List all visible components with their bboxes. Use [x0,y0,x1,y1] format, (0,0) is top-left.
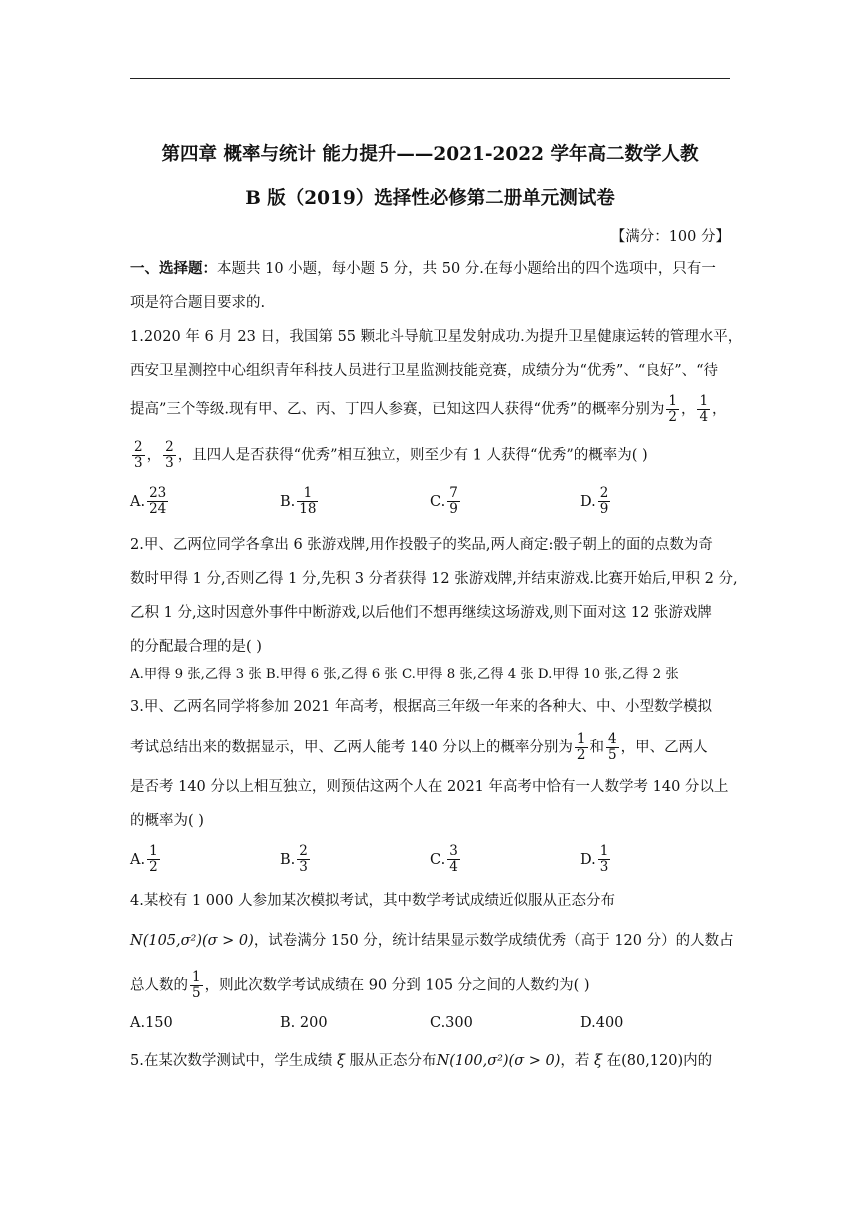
q3-prob-b: $\frac{4}{5}$ [608,731,617,763]
q4-fraction: $\frac{1}{5}$ [192,969,201,1001]
q3-line2: 考试总结出来的数据显示，甲、乙两人能考 140 分以上的概率分别为 $\frac{1}{2}$ 和 $\frac{4}{5}$ ，甲、乙两人 [130,731,708,763]
q1-prob-1: $\frac{1}{2}$ [668,393,677,425]
q1-line3: 提高”三个等级.现有甲、乙、丙、丁四人参赛，已知这四人获得“优秀”的概率分别为 $\frac{1}{2}$ ， $\frac{1}{4}$ ， [130,393,727,425]
q4-option-b[interactable]: B. 200 [280,1015,328,1031]
q1-option-b[interactable]: B. $\frac{1}{18}$ [280,485,317,517]
q1-line1: 1.2020 年 6 月 23 日，我国第 55 颗北斗导航卫星发射成功.为提升卫星健康运转的管理水平， [130,329,743,345]
section-label: 一、选择题： [130,260,217,277]
q3-option-d[interactable]: D. $\frac{1}{3}$ [580,843,609,875]
q4-line3: 总人数的 $\frac{1}{5}$ ，则此次数学考试成绩在 90 分到 105 分之间的人数约为( ) [130,969,590,1001]
q1-option-c[interactable]: C. $\frac{7}{9}$ [430,485,458,517]
header-rule [130,78,730,79]
q2-line3: 乙积 1 分,这时因意外事件中断游戏,以后他们不想再继续这场游戏,则下面对这 12 张游戏牌 [130,605,712,621]
q3-line4: 的概率为( ) [130,813,204,829]
q1-prob-3: $\frac{2}{3}$ [134,439,143,471]
q1-line3-text: 提高”三个等级.现有甲、乙、丙、丁四人参赛，已知这四人获得“优秀”的概率分别为 [130,401,665,418]
q4-line2: N(105,σ²)(σ > 0)，试卷满分 150 分，统计结果显示数学成绩优秀（高于 120 分）的人数占 [130,933,734,949]
q4-normal-formula: N(105,σ²)(σ > 0) [130,933,254,949]
q5-interval: (80,120) [621,1053,684,1069]
q5-line1: 5.在某次数学测试中，学生成绩 ξ 服从正态分布N(100,σ²)(σ > 0)，若 ξ 在(80,120)内的 [130,1053,713,1069]
q5-xi-symbol: ξ [336,1053,345,1069]
q1-option-d[interactable]: D. $\frac{2}{9}$ [580,485,609,517]
q1-option-a[interactable]: A. $\frac{23}{24}$ [130,485,167,517]
section-text: 本题共 10 小题，每小题 5 分，共 50 分.在每小题给出的四个选项中，只有一 [217,261,716,277]
q4-line1: 4.某校有 1 000 人参加某次模拟考试，其中数学考试成绩近似服从正态分布 [130,893,616,909]
q5-normal-formula: N(100,σ²)(σ > 0) [436,1053,561,1069]
q1-line4-text: ，且四人是否获得“优秀”相互独立，则至少有 1 人获得“优秀”的概率为( ) [177,447,648,464]
section-intro-line1 [130,258,730,280]
q2-options[interactable]: A.甲得 9 张,乙得 3 张 B.甲得 6 张,乙得 6 张 C.甲得 8 张,乙得 4 张 D.甲得 10 张,乙得 2 张 [130,667,679,682]
q3-line1: 3.甲、乙两名同学将参加 2021 年高考，根据高三年级一年来的各种大、中、小型数学模拟 [130,699,712,715]
section-intro-line2: 项是符合题目要求的. [130,295,266,311]
q4-option-a[interactable]: A.150 [130,1015,173,1031]
q1-line4: $\frac{2}{3}$ ， $\frac{2}{3}$ ，且四人是否获得“优秀”相互独立，则至少有 1 人获得“优秀”的概率为( ) [134,439,648,471]
full-score: 【满分：100 分】 [610,229,730,245]
exam-title-line2: B 版（2019）选择性必修第二册单元测试卷 [245,188,615,209]
q2-line4: 的分配最合理的是( ) [130,639,262,655]
q3-option-a[interactable]: A. $\frac{1}{2}$ [130,843,158,875]
q3-option-b[interactable]: B. $\frac{2}{3}$ [280,843,308,875]
q3-prob-a: $\frac{1}{2}$ [576,731,586,763]
q4-option-c[interactable]: C.300 [430,1015,473,1031]
q2-line1: 2.甲、乙两位同学各拿出 6 张游戏牌,用作投骰子的奖品,两人商定:骰子朝上的面的点数为奇 [130,537,713,553]
q2-line2: 数时甲得 1 分,否则乙得 1 分,先积 3 分者获得 12 张游戏牌,并结束游戏.比赛开始后,甲积 2 分, [130,571,738,587]
q1-line2: 西安卫星测控中心组织青年科技人员进行卫星监测技能竞赛，成绩分为“优秀”、“良好”、“待 [130,363,719,379]
q3-option-c[interactable]: C. $\frac{3}{4}$ [430,843,458,875]
exam-title-line1: 第四章 概率与统计 能力提升——2021-2022 学年高二数学人教 [161,144,699,165]
q1-prob-4: $\frac{2}{3}$ [165,439,174,471]
q4-option-d[interactable]: D.400 [580,1015,624,1031]
q3-line3: 是否考 140 分以上相互独立，则预估这两个人在 2021 年高考中恰有一人数学考 140 分以上 [130,779,729,795]
q1-prob-2: $\frac{1}{4}$ [699,393,709,425]
